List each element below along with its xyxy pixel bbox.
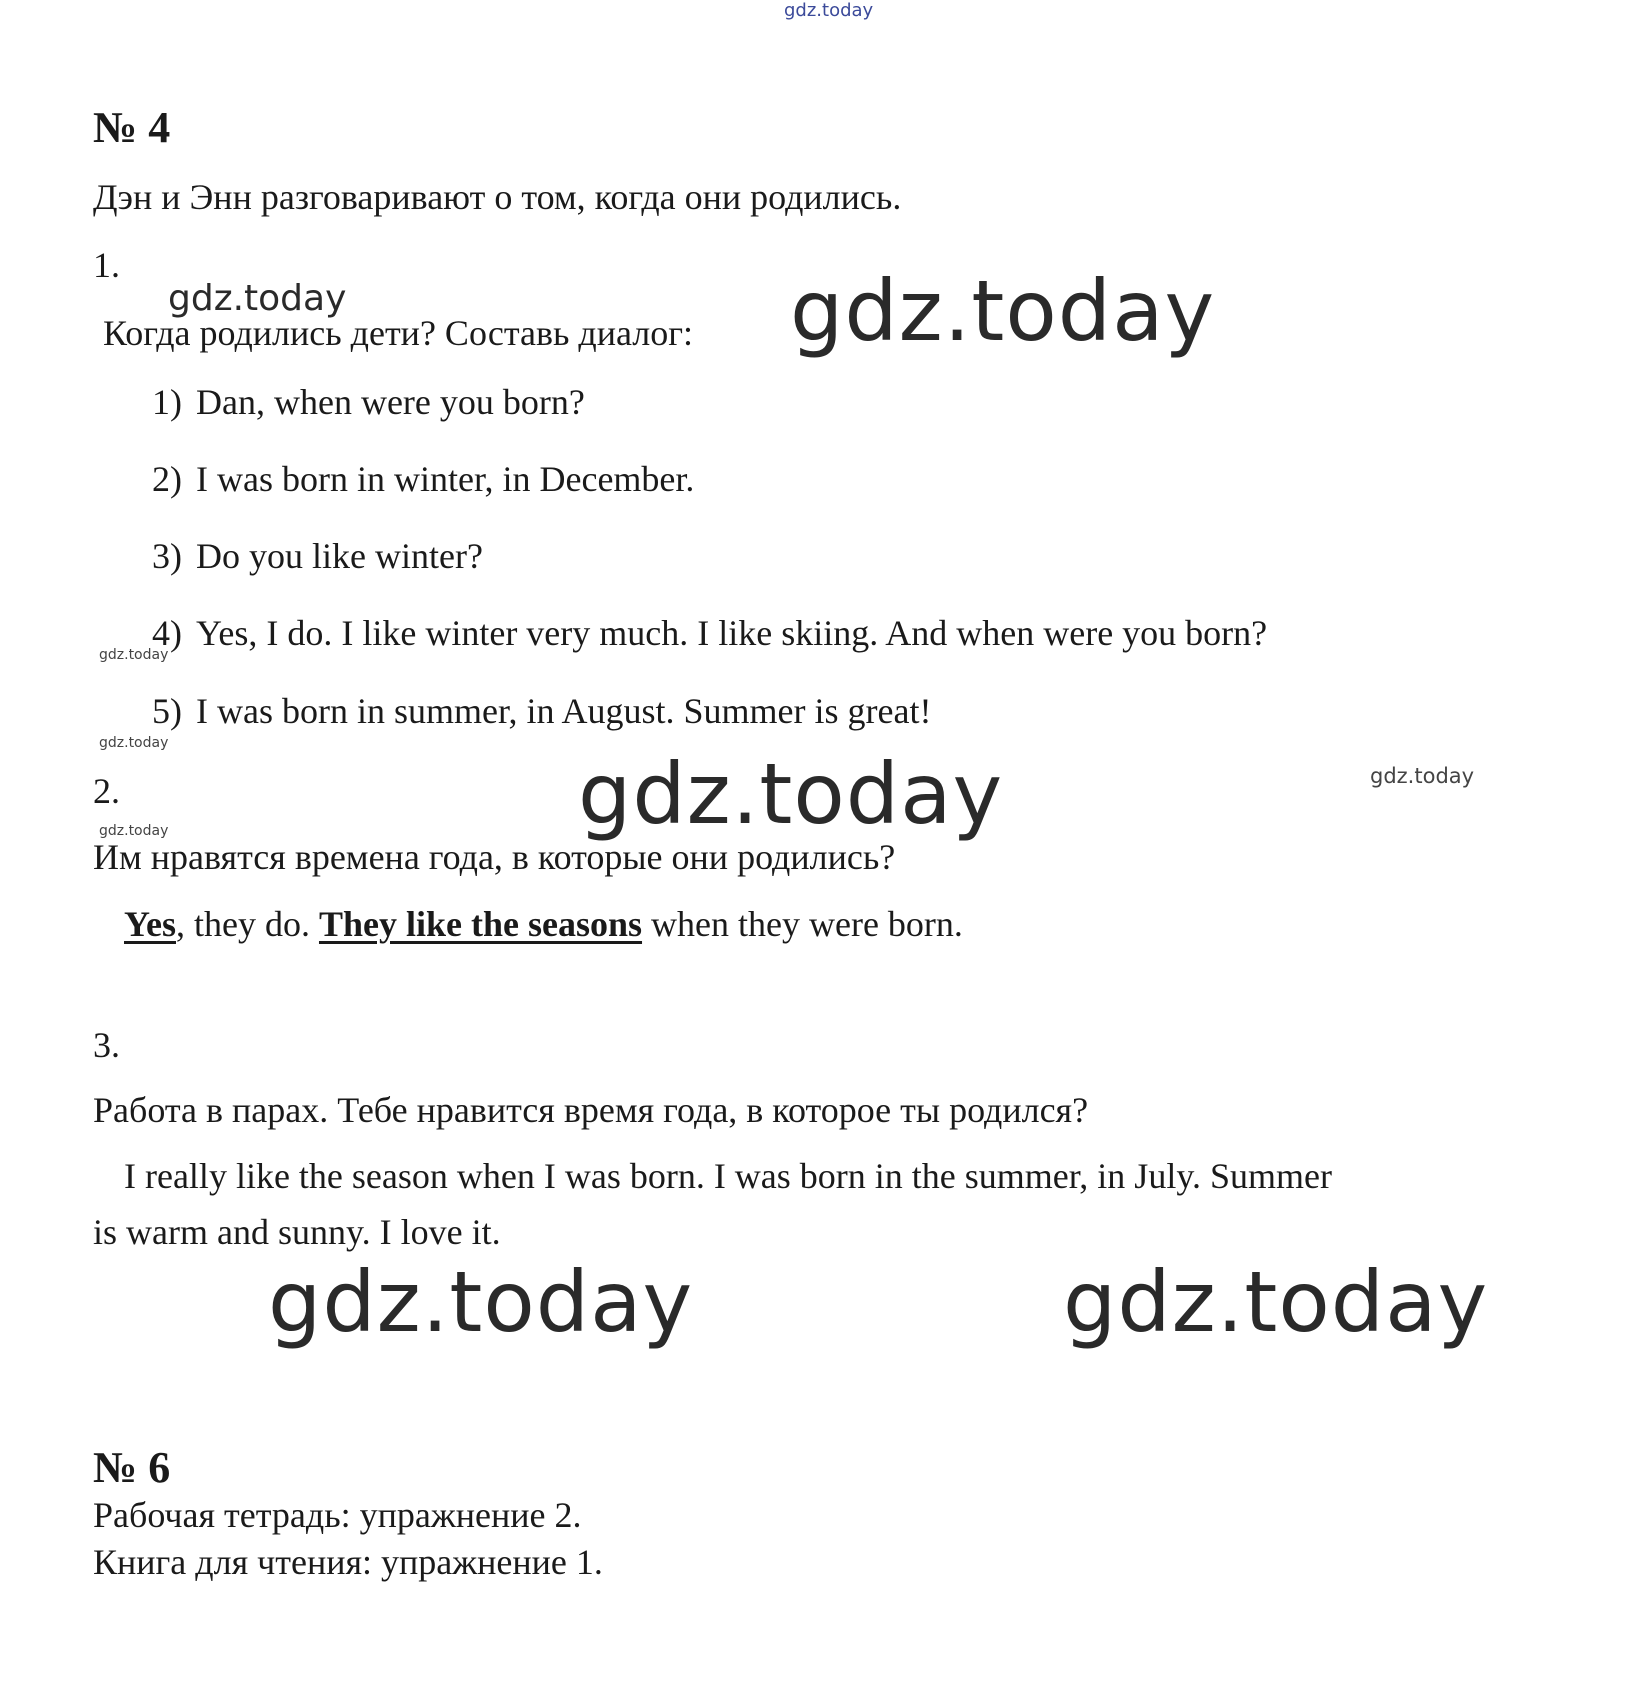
part1-number: 1. [93, 245, 120, 285]
watermark-small: gdz.today [99, 735, 169, 751]
answer-bold: They like the seasons [318, 904, 643, 944]
dialog-text: I was born in summer, in August. Summer is great! [196, 691, 932, 731]
dialog-line-5 [130, 690, 931, 732]
answer-mid: , they do. [176, 904, 319, 944]
answer-end: when they were born. [642, 904, 963, 944]
watermark: gdz.today [168, 278, 347, 319]
part3-answer-line2: is warm and sunny. I love it. [93, 1212, 501, 1252]
dialog-text: Do you like winter? [196, 536, 483, 576]
part2-question: Им нравятся времена года, в которые они родились? [93, 837, 896, 877]
watermark-large: gdz.today [1063, 1253, 1489, 1351]
part2-number: 2. [93, 771, 120, 811]
watermark-small: gdz.today [99, 647, 169, 663]
part3-number: 3. [93, 1025, 120, 1065]
dialog-line-2 [130, 458, 694, 500]
part3-question: Работа в парах. Тебе нравится время года, в которое ты родился? [93, 1090, 1089, 1130]
task4-heading: № 4 [93, 103, 171, 152]
task4-intro: Дэн и Энн разговаривают о том, когда они родились. [93, 177, 902, 217]
dialog-line-3 [130, 535, 483, 577]
part2-answer [124, 903, 963, 945]
watermark-small: gdz.today [99, 823, 169, 839]
watermark-large: gdz.today [790, 262, 1216, 360]
dialog-line-1 [130, 381, 585, 423]
task6-heading: № 6 [93, 1443, 171, 1492]
dialog-number: 3) [152, 536, 182, 576]
part1-question: Когда родились дети? Составь диалог: [103, 313, 693, 353]
dialog-text: I was born in winter, in December. [196, 459, 695, 499]
task6-line1: Рабочая тетрадь: упражнение 2. [93, 1495, 582, 1535]
dialog-line-4 [130, 612, 1267, 654]
watermark-large: gdz.today [268, 1253, 694, 1351]
dialog-text: Dan, when were you born? [196, 382, 585, 422]
task6-line2: Книга для чтения: упражнение 1. [93, 1542, 603, 1582]
answer-yes: Yes [124, 904, 176, 944]
watermark-top: gdz.today [784, 0, 874, 21]
dialog-number: 4) [152, 613, 182, 653]
dialog-text: Yes, I do. I like winter very much. I like skiing. And when were you born? [196, 613, 1268, 653]
part3-answer-line1: I really like the season when I was born. I was born in the summer, in July. Summer [124, 1156, 1332, 1196]
watermark-right: gdz.today [1370, 764, 1475, 788]
dialog-number: 1) [152, 382, 182, 422]
dialog-number: 2) [152, 459, 182, 499]
dialog-number: 5) [152, 691, 182, 731]
watermark-large: gdz.today [578, 745, 1004, 843]
